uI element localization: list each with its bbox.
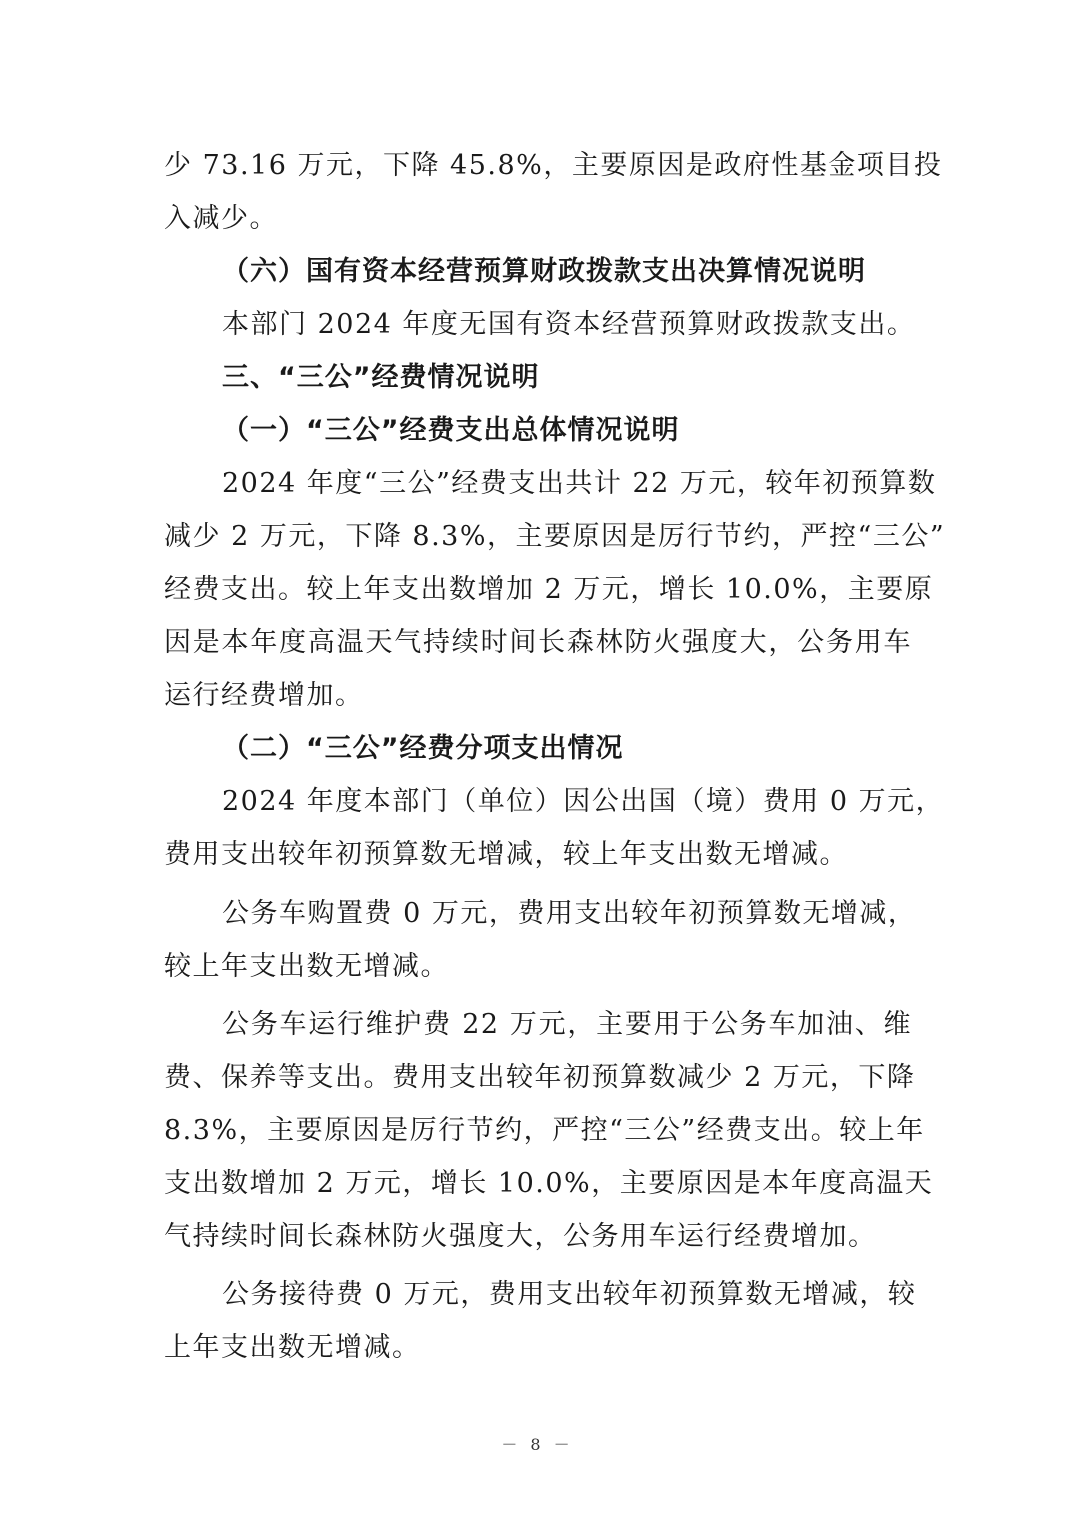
body-text-line: 公务车运行维护费 22 万元，主要用于公务车加油、维 [222, 1009, 912, 1040]
body-text-line: 减少 2 万元，下降 8.3%，主要原因是厉行节约，严控“三公” [164, 521, 946, 552]
body-text-line: 支出数增加 2 万元，增长 10.0%，主要原因是本年度高温天 [164, 1168, 934, 1199]
body-text-line: 费用支出较年初预算数无增减，较上年支出数无增减。 [164, 839, 848, 870]
section-heading: （一）“三公”经费支出总体情况说明 [222, 415, 680, 446]
body-text-line: 2024 年度“三公”经费支出共计 22 万元，较年初预算数 [222, 468, 937, 499]
body-text-line: 经费支出。较上年支出数增加 2 万元，增长 10.0%，主要原 [164, 574, 934, 605]
body-text-line: 上年支出数无增减。 [164, 1332, 421, 1363]
body-text-line: 入减少。 [164, 203, 278, 234]
body-text-line: 运行经费增加。 [164, 680, 364, 711]
page-number: － 8 － [501, 1435, 574, 1454]
body-text-line: 少 73.16 万元，下降 45.8%，主要原因是政府性基金项目投 [164, 150, 943, 181]
body-text-line: 公务接待费 0 万元，费用支出较年初预算数无增减，较 [222, 1279, 917, 1310]
body-text-line: 费、保养等支出。费用支出较年初预算数减少 2 万元，下降 [164, 1062, 916, 1093]
body-text-line: 2024 年度本部门（单位）因公出国（境）费用 0 万元， [222, 786, 945, 817]
body-text-line: 较上年支出数无增减。 [164, 951, 449, 982]
section-heading: （二）“三公”经费分项支出情况 [222, 733, 624, 764]
body-text-line: 因是本年度高温天气持续时间长森林防火强度大，公务用车 [164, 627, 912, 658]
body-text-line: 本部门 2024 年度无国有资本经营预算财政拨款支出。 [222, 309, 916, 340]
body-text-line: 气持续时间长森林防火强度大，公务用车运行经费增加。 [164, 1221, 877, 1252]
body-text-line: 公务车购置费 0 万元，费用支出较年初预算数无增减， [222, 898, 917, 929]
section-heading: （六）国有资本经营预算财政拨款支出决算情况说明 [222, 256, 866, 287]
section-heading: 三、“三公”经费情况说明 [222, 362, 540, 393]
body-text-line: 8.3%，主要原因是厉行节约，严控“三公”经费支出。较上年 [164, 1115, 925, 1146]
